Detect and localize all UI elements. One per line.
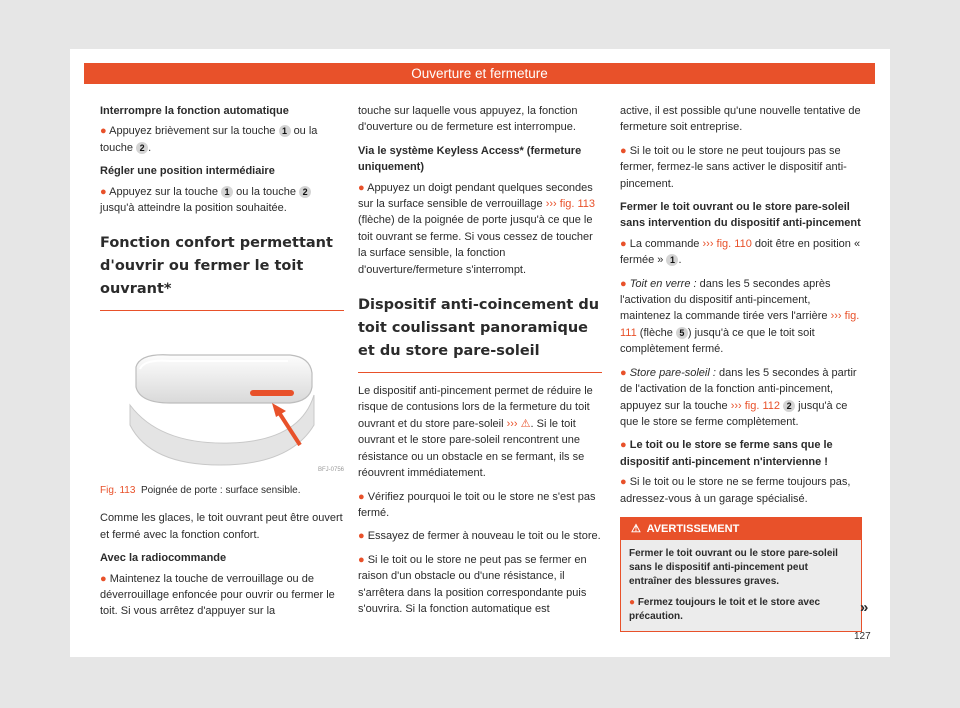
figure-link[interactable]: ››› fig. 112 — [730, 399, 781, 412]
list-item: ● Vérifiez pourquoi le toit ou le store ne s'est pas fermé. — [358, 490, 596, 519]
warning-item: ● Fermez toujours le toit et le store avec précaution. — [629, 596, 821, 622]
callout-number: 2 — [299, 186, 311, 198]
warning-text: Fermer le toit ouvrant ou le store pare-soleil sans le dispositif anti-pincement peut entraîner des blessures graves. — [629, 547, 838, 587]
paragraph-continuation: touche sur laquelle vous appuyez, la fonction d'ouverture ou de fermeture est interrompue. — [358, 105, 578, 134]
callout-number: 1 — [221, 186, 233, 198]
list-item: ● Si le toit ou le store ne peut pas se fermer en raison d'un obstacle ou d'une résistance, il s'arrêtera dans la position correspondante puis s'ouvrira. Si la fonction automatique est — [358, 553, 587, 615]
callout-number: 5 — [676, 327, 688, 339]
bullet-icon: ● — [100, 572, 107, 585]
step-sunshade: ● Store pare-soleil : dans les 5 secondes à partir de l'activation de la fonction anti-pincement, appuyez sur la touche ››› fig. 112 2 jusqu'à ce que le store se ferme complètement. — [620, 366, 857, 428]
bullet-icon: ● — [358, 490, 365, 503]
heading-force-close: Fermer le toit ouvrant ou le store pare-soleil sans intervention du dispositif anti-pincement — [620, 201, 861, 230]
door-handle-illustration — [100, 325, 344, 480]
heading-intermediate: Régler une position intermédiaire — [100, 165, 275, 178]
warning-body — [621, 540, 861, 631]
bullet-icon: ● — [620, 476, 627, 489]
column-1 — [100, 103, 344, 627]
continue-arrow-icon: » — [860, 599, 869, 616]
list-item: ● Si le toit ou le store ne se ferme toujours pas, adressez-vous à un garage spécialisé. — [620, 476, 851, 505]
bullet-icon: ● — [358, 530, 365, 543]
chapter-header: Ouverture et fermeture — [84, 63, 875, 84]
callout-number: 1 — [666, 254, 678, 266]
callout-number: 1 — [279, 125, 291, 137]
paragraph-anti-pinch: Le dispositif anti-pincement permet de réduire le risque de contusions lors de la fermeture du toit ouvrant et du store pare-soleil ››› ⚠. Si le toit ouvrant et le store pare-soleil rencontrent une résistance ou un obstacle en se fermant, ils se réouvrent immédiatement. — [358, 385, 593, 480]
manual-page — [70, 49, 890, 657]
bullet-icon: ● — [358, 553, 365, 566]
step-command: ● La commande ››› fig. 110 doit être en position « fermée » 1 . — [620, 237, 861, 267]
section-title-comfort: Fonction confort permettant d'ouvrir ou fermer le toit ouvrant* — [100, 223, 344, 311]
figure-link[interactable]: ››› fig. 113 — [545, 198, 596, 211]
heading-fail: ● Le toit ou le store se ferme sans que le dispositif anti-pincement n'intervienne ! — [620, 439, 833, 468]
step-keyless: ● Appuyez un doigt pendant quelques secondes sur la surface sensible de verrouillage ››› fig. 113 (flèche) de la poignée de porte jusqu'à ce que le toit ouvrant se ferme. Si vous cessez de toucher la surface sensible, la fonction d'ouverture/fermeture s'interrompt. — [358, 181, 596, 276]
bullet-icon: ● — [100, 185, 107, 198]
bullet-icon: ● — [358, 181, 365, 194]
bullet-icon: ● — [620, 366, 627, 379]
list-item: ● Essayez de fermer à nouveau le toit ou le store. — [358, 530, 601, 543]
bullet-icon: ● — [620, 144, 627, 157]
step-radio: ● Maintenez la touche de verrouillage ou de déverrouillage enfoncée pour ouvrir ou fermer le toit. Si vous arrêtez d'appuyer sur la — [100, 572, 335, 618]
figure-reference: BFJ-0756 — [317, 467, 344, 474]
figure-caption: Fig. 113 Poignée de porte : surface sensible. — [100, 485, 301, 497]
heading-keyless: Via le système Keyless Access* (fermeture uniquement) — [358, 144, 582, 174]
heading-radio: Avec la radiocommande — [100, 552, 227, 565]
bullet-icon: ● — [620, 277, 627, 290]
warning-header: ⚠ AVERTISSEMENT — [621, 518, 861, 540]
step-interrupt: ● Appuyez brièvement sur la touche 1 ou la touche 2 . — [100, 125, 318, 154]
bullet-icon: ● — [620, 237, 627, 250]
warning-triangle-icon: ⚠ — [520, 417, 531, 430]
bullet-icon: ● — [100, 125, 107, 138]
paragraph-comfort: Comme les glaces, le toit ouvrant peut être ouvert et fermé avec la fonction confort. — [100, 512, 343, 541]
warning-box — [620, 517, 862, 632]
warning-link[interactable]: ››› — [506, 417, 518, 430]
paragraph-continuation: active, il est possible qu'une nouvelle tentative de fermeture soit entreprise. — [620, 105, 861, 134]
column-3 — [620, 103, 862, 632]
callout-number: 2 — [783, 400, 795, 412]
page-number: 127 — [854, 631, 871, 642]
list-item: ● Si le toit ou le store ne peut toujours pas se fermer, fermez-le sans activer le dispositif anti-pincement. — [620, 144, 847, 190]
figure-link[interactable]: ››› fig. 111 — [620, 310, 860, 339]
column-2 — [358, 103, 602, 624]
bullet-icon: ● — [620, 439, 627, 452]
heading-interrupt: Interrompre la fonction automatique — [100, 105, 289, 117]
warning-triangle-icon: ⚠ — [631, 522, 641, 535]
figure-door-handle — [100, 325, 344, 480]
step-intermediate: ● Appuyez sur la touche 1 ou la touche 2 jusqu'à atteindre la position souhaitée. — [100, 184, 344, 217]
section-title-anti-pinch: Dispositif anti-coincement du toit coulissant panoramique et du store pare-soleil — [358, 285, 602, 373]
figure-link[interactable]: ››› fig. 110 — [702, 237, 752, 250]
callout-number: 2 — [136, 142, 148, 154]
step-glass-roof: ● Toit en verre : dans les 5 secondes après l'activation du dispositif anti-pincement, maintenez la commande tirée vers l'arrière ››› fig. 111 (flèche 5 ) jusqu'à ce que le toit soit complètement fermé. — [620, 277, 860, 356]
bullet-icon: ● — [629, 596, 636, 608]
